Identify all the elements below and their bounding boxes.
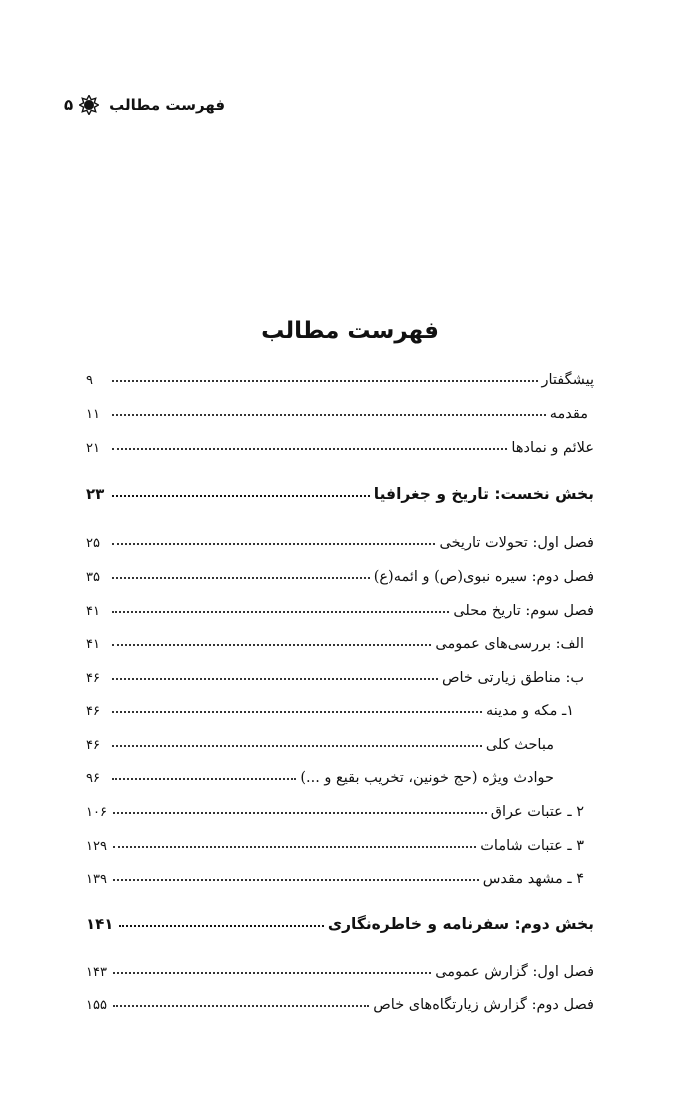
dot-leader [113, 879, 479, 881]
toc-entry-chapter[interactable] [86, 559, 594, 585]
toc-entry-chapter[interactable] [86, 593, 594, 619]
toc-entry-page: ۴۶ [86, 704, 100, 719]
dot-leader [112, 380, 538, 382]
dot-leader [112, 711, 482, 713]
toc-entry-subsection[interactable] [86, 861, 584, 887]
toc-entry-page: ۴۱ [86, 604, 100, 619]
toc-entry-page: ۴۱ [86, 637, 100, 652]
toc-entry-label: ۱ـ مکه و مدینه [486, 703, 574, 719]
toc-entry-label: ب: مناطق زیارتی خاص [441, 670, 584, 686]
toc-entry-symbols[interactable] [86, 430, 594, 456]
toc-entry-page: ۱۳۹ [86, 872, 107, 887]
toc-entry-page: ۲۵ [86, 536, 100, 551]
dot-leader [112, 448, 507, 450]
toc-entry-section[interactable] [86, 626, 584, 652]
header-title: فهرست مطالب [109, 96, 226, 114]
dot-leader [112, 611, 449, 613]
toc-entry-label: فصل اول: گزارش عمومی [435, 964, 594, 980]
toc-entry-label: فصل دوم: گزارش زیارتگاه‌های خاص [373, 997, 594, 1013]
toc-entry-subsection[interactable] [86, 828, 584, 854]
toc-entry-label: مباحث کلی [485, 737, 554, 753]
dot-leader [112, 678, 438, 680]
toc-entry-chapter[interactable] [86, 525, 594, 551]
toc-part-one[interactable] [86, 477, 594, 503]
toc-entry-page: ۹۶ [86, 771, 100, 786]
toc-entry-page: ۱۲۹ [86, 839, 107, 854]
toc-title: فهرست مطالب [261, 318, 439, 344]
toc-part-page: ۲۳ [86, 485, 105, 503]
header-page-number: ۵ [64, 95, 74, 114]
toc-entry-subsection[interactable] [86, 794, 584, 820]
toc-entry-label: پیشگفتار [541, 372, 594, 388]
toc-part-two[interactable] [86, 907, 594, 933]
toc-entry-label: حوادث ویژه (حج خونین، تخریب بقیع و ...) [300, 770, 554, 786]
dot-leader [113, 972, 431, 974]
octagram-ornament-icon [79, 95, 99, 115]
running-header [64, 92, 225, 118]
dot-leader [112, 543, 435, 545]
toc-entry-page: ۳۵ [86, 570, 100, 585]
toc-entry-page: ۱۴۳ [86, 965, 107, 980]
toc-entry-subsection[interactable] [86, 693, 574, 719]
toc-entry-label: ۳ ـ عتبات شامات [480, 838, 584, 854]
dot-leader [112, 577, 370, 579]
toc-entry-page: ۹ [86, 373, 93, 388]
toc-entry-label: علائم و نمادها [511, 440, 594, 456]
toc-entry-page: ۴۶ [86, 671, 100, 686]
toc-entry-label: ۴ ـ مشهد مقدس [482, 871, 584, 887]
dot-leader [113, 1005, 369, 1007]
toc-entry-label: ۲ ـ عتبات عراق [490, 804, 584, 820]
toc-entry-label: فصل سوم: تاریخ محلی [453, 603, 594, 619]
toc-entry-page: ۴۶ [86, 738, 100, 753]
dot-leader [112, 644, 431, 646]
toc-part-label: بخش نخست: تاریخ و جغرافیا [373, 485, 594, 503]
toc-entry-page: ۲۱ [86, 441, 100, 456]
toc-entry-chapter[interactable] [86, 954, 594, 980]
toc-entry-page: ۱۵۵ [86, 998, 107, 1013]
toc-entry-label: فصل اول: تحولات تاریخی [439, 535, 594, 551]
dot-leader [112, 414, 546, 416]
dot-leader [112, 495, 370, 497]
toc-entry-chapter[interactable] [86, 987, 594, 1013]
toc-entry-preface[interactable] [86, 362, 594, 388]
toc-entry-label: الف: بررسی‌های عمومی [435, 636, 584, 652]
toc-entry-page: ۱۱ [86, 407, 100, 422]
toc-entry-section[interactable] [86, 660, 584, 686]
dot-leader [112, 745, 482, 747]
toc-entry-label: فصل دوم: سیره نبوی(ص) و ائمه(ع) [373, 569, 594, 585]
toc-entry-topic[interactable] [86, 727, 554, 753]
toc-part-label: بخش دوم: سفرنامه و خاطره‌نگاری [327, 915, 594, 933]
toc-entry-label: مقدمه [549, 406, 588, 422]
toc-entry-topic[interactable] [86, 760, 554, 786]
dot-leader [113, 812, 487, 814]
toc-entry-page: ۱۰۶ [86, 805, 107, 820]
toc-part-page: ۱۴۱ [86, 915, 114, 933]
dot-leader [113, 846, 476, 848]
dot-leader [112, 778, 296, 780]
toc-entry-introduction[interactable] [86, 396, 588, 422]
dot-leader [119, 925, 323, 927]
